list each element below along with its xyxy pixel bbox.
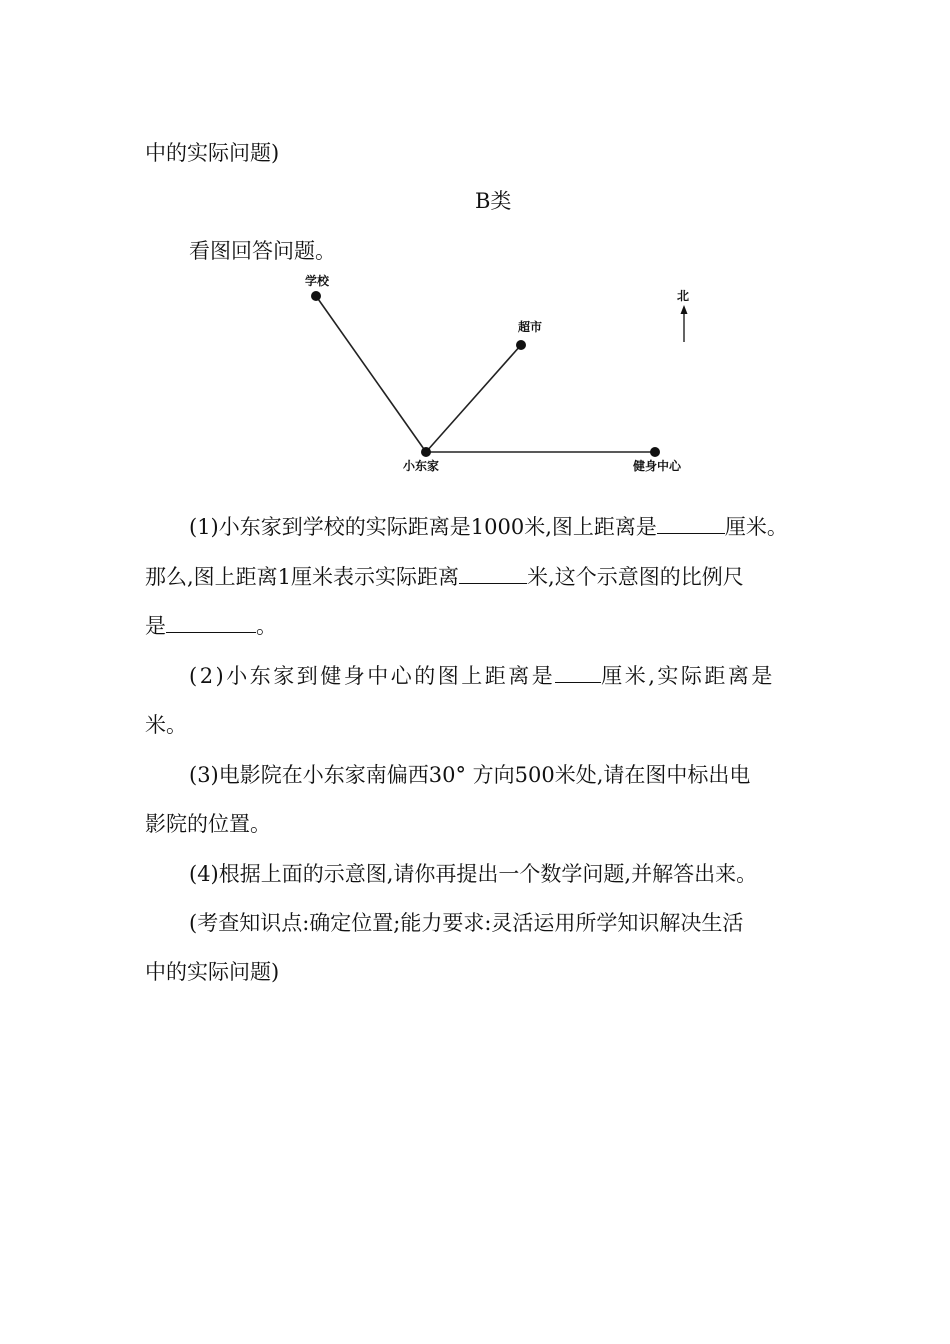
header-continuation: 中的实际问题) bbox=[145, 141, 280, 165]
supermarket-point bbox=[516, 340, 526, 350]
note-line-1: (考查知识点:确定位置;能力要求:灵活运用所学知识解决生活 bbox=[189, 911, 744, 935]
path-home-school bbox=[316, 296, 426, 452]
q1-text-c: 那么,图上距离1厘米表示实际距离 bbox=[145, 565, 460, 589]
question-3-line-1: (3)电影院在小东家南偏西30° 方向500米处,请在图中标出电 bbox=[189, 763, 751, 787]
q1-blank-scale[interactable] bbox=[166, 610, 256, 633]
q1-text-f: 。 bbox=[256, 614, 277, 638]
q1-text-d: 米,这个示意图的比例尺 bbox=[527, 565, 744, 589]
q1-text-a: (1)小东家到学校的实际距离是1000米,图上距离是 bbox=[189, 515, 657, 539]
gym-label: 健身中心 bbox=[633, 459, 682, 473]
note-line-2: 中的实际问题) bbox=[145, 960, 280, 984]
question-3-line-2: 影院的位置。 bbox=[145, 812, 271, 836]
question-4-line-1: (4)根据上面的示意图,请你再提出一个数学问题,并解答出来。 bbox=[189, 862, 758, 886]
q2-text-b: 厘米,实际距离是 bbox=[601, 664, 775, 688]
home-point bbox=[421, 447, 431, 457]
north-arrow-icon bbox=[681, 305, 688, 342]
supermarket-label: 超市 bbox=[518, 320, 543, 334]
q1-blank-actual-per-cm[interactable] bbox=[459, 561, 527, 584]
instruction-text: 看图回答问题。 bbox=[189, 239, 336, 263]
question-1-line-1 bbox=[189, 511, 788, 542]
school-point bbox=[311, 291, 321, 301]
gym-point bbox=[650, 447, 660, 457]
question-2-line-1 bbox=[189, 660, 775, 691]
q1-blank-map-distance[interactable] bbox=[657, 511, 725, 534]
question-2-line-2: 米。 bbox=[145, 713, 187, 737]
home-label: 小东家 bbox=[403, 459, 440, 473]
path-home-supermarket bbox=[426, 345, 521, 452]
q1-text-e: 是 bbox=[145, 614, 166, 638]
question-1-line-3 bbox=[145, 610, 277, 641]
section-title: B类 bbox=[475, 189, 512, 213]
q1-text-b: 厘米。 bbox=[724, 515, 788, 539]
question-1-line-2 bbox=[145, 561, 744, 592]
school-label: 学校 bbox=[305, 274, 330, 288]
q2-text-a: (2)小东家到健身中心的图上距离是 bbox=[189, 664, 556, 688]
north-label: 北 bbox=[677, 289, 690, 303]
q2-blank-map-distance[interactable] bbox=[555, 660, 601, 683]
